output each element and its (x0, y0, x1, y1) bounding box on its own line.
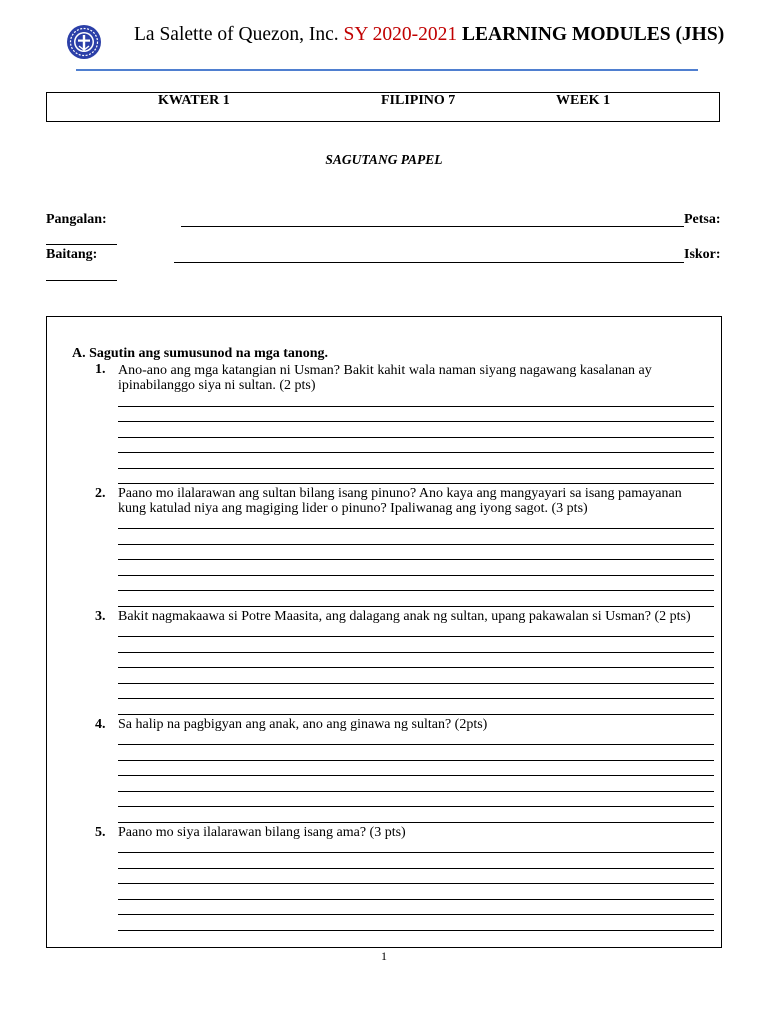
quarter-label: KWATER 1 (158, 93, 230, 108)
score-field[interactable] (46, 264, 117, 281)
question-text: kung katulad niya ang magiging lider o pinuno? Ipaliwanag ang iyong sagot. (3 pts) (118, 501, 588, 516)
grade-label: Baitang: (46, 247, 98, 262)
page-header (134, 24, 724, 46)
answer-line[interactable] (118, 652, 714, 653)
score-label: Iskor: (684, 247, 721, 262)
question-text: Sa halip na pagbigyan ang anak, ano ang ginawa ng sultan? (2pts) (118, 717, 488, 732)
answer-line[interactable] (118, 775, 714, 776)
answer-line[interactable] (118, 667, 714, 668)
answer-line[interactable] (118, 930, 714, 931)
question-number: 4. (95, 717, 106, 732)
answer-line[interactable] (118, 606, 714, 607)
question-number: 1. (95, 362, 106, 377)
week-label: WEEK 1 (556, 93, 611, 108)
answer-line[interactable] (118, 852, 714, 853)
question-text: Paano mo siya ilalarawan bilang isang ama? (3 pts) (118, 825, 406, 840)
name-field[interactable] (181, 210, 684, 227)
header-divider (76, 69, 698, 71)
question-text: ipinabilanggo siya ni sultan. (2 pts) (118, 378, 316, 393)
answer-line[interactable] (118, 883, 714, 884)
answer-line[interactable] (118, 714, 714, 715)
grade-field[interactable] (174, 246, 684, 263)
page-number: 1 (381, 949, 387, 963)
question-number: 5. (95, 825, 106, 840)
answer-line[interactable] (118, 468, 714, 469)
school-name: La Salette of Quezon, Inc. (134, 24, 339, 45)
answer-line[interactable] (118, 698, 714, 699)
answer-line[interactable] (118, 636, 714, 637)
questions-box (46, 316, 722, 948)
answer-line[interactable] (118, 744, 714, 745)
answer-line[interactable] (118, 914, 714, 915)
answer-line[interactable] (118, 806, 714, 807)
subject-label: FILIPINO 7 (381, 93, 456, 108)
answer-line[interactable] (118, 791, 714, 792)
answer-line[interactable] (118, 421, 714, 422)
answer-line[interactable] (118, 406, 714, 407)
section-title: A. Sagutin ang sumusunod na mga tanong. (72, 346, 328, 361)
question-number: 2. (95, 486, 106, 501)
answer-line[interactable] (118, 437, 714, 438)
answer-line[interactable] (118, 544, 714, 545)
answer-line[interactable] (118, 559, 714, 560)
question-text: Ano-ano ang mga katangian ni Usman? Bakit kahit wala naman siyang nagawang kasalanan ay (118, 363, 652, 378)
answer-line[interactable] (118, 452, 714, 453)
answer-line[interactable] (118, 868, 714, 869)
answer-line[interactable] (118, 528, 714, 529)
answer-line[interactable] (118, 590, 714, 591)
answer-line[interactable] (118, 575, 714, 576)
answer-line[interactable] (118, 683, 714, 684)
question-text: Paano mo ilalarawan ang sultan bilang isang pinuno? Ano kaya ang mangyayari sa isang pamayanan (118, 486, 682, 501)
answer-line[interactable] (118, 899, 714, 900)
school-year: SY 2020-2021 (343, 24, 458, 45)
module-title: LEARNING MODULES (JHS) (462, 24, 725, 45)
name-label: Pangalan: (46, 212, 107, 227)
sheet-title: SAGUTANG PAPEL (325, 152, 443, 167)
answer-line[interactable] (118, 760, 714, 761)
date-field[interactable] (46, 228, 117, 245)
answer-line[interactable] (118, 822, 714, 823)
school-logo-icon (66, 24, 102, 60)
answer-line[interactable] (118, 483, 714, 484)
question-text: Bakit nagmakaawa si Potre Maasita, ang dalagang anak ng sultan, upang pakawalan si Usman? (2 pts) (118, 609, 691, 624)
date-label: Petsa: (684, 212, 721, 227)
question-number: 3. (95, 609, 106, 624)
